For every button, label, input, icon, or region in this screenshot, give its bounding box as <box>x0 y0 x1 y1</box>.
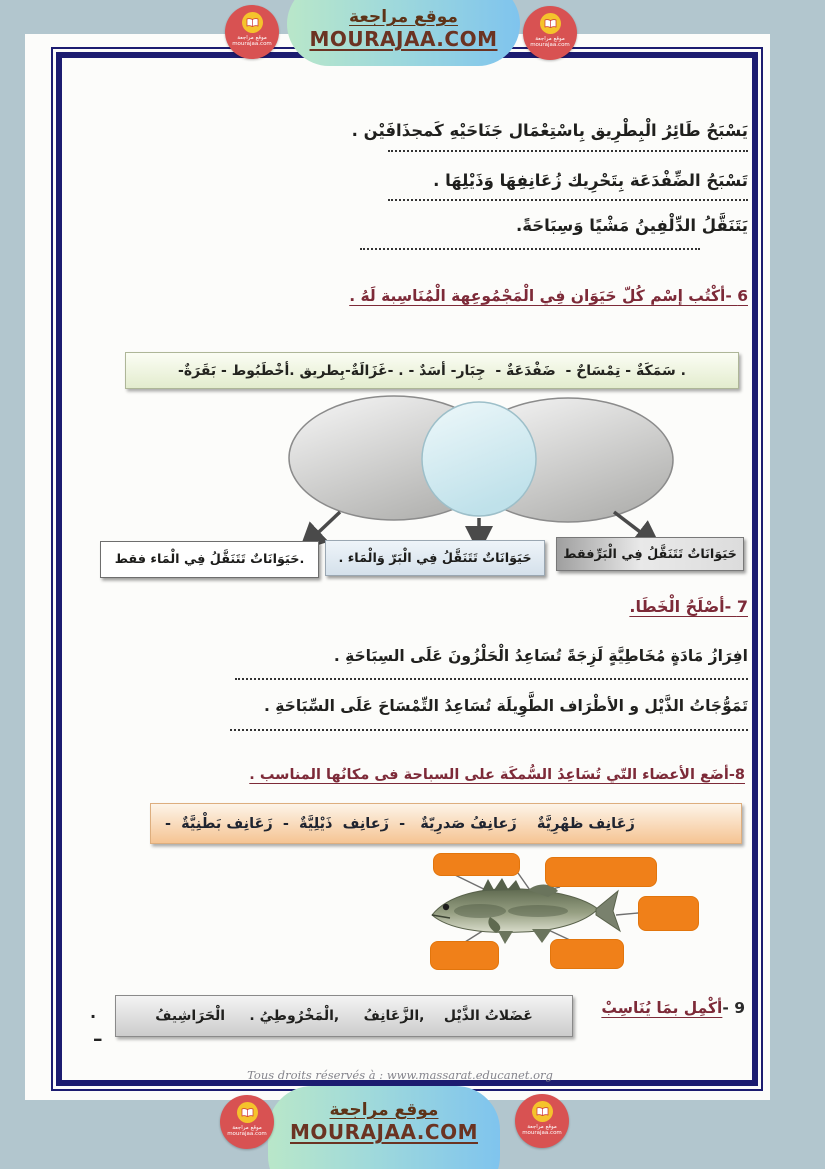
site-logo-badge <box>220 1095 274 1149</box>
question-6-heading: 6 -أكْتُب إسْم كُلّ حَيَوَان فِي الْمَجْمُوعِهة الْمُنَاسِبة لَهُ . <box>349 287 748 305</box>
statement-line: تَسْبَحُ الضِّفْدَعَة بِتَحْرِيك زُعَانِفِهَا وَذَيْلِهَا . <box>433 171 748 190</box>
fish-label-box-bottom-right <box>550 939 624 969</box>
site-logo-pill-bottom <box>268 1086 500 1169</box>
venn-intersection <box>422 402 536 516</box>
fish-label-box-top-right <box>545 857 657 887</box>
fish-pelvic-fin <box>498 931 513 944</box>
fish-label-box-bottom-left <box>430 941 499 970</box>
open-book-icon <box>237 1102 258 1123</box>
answer-dotted-line <box>230 729 748 731</box>
site-domain-link[interactable]: MOURAJAA.COM <box>309 27 498 51</box>
question-9-word-bank: عَضَلاتُ الذَّيْل ,الزَّعَانِفُ ,الْمَخْرُوطِيُ . الْحَرَاشِيفُ <box>115 995 573 1037</box>
fish-eye <box>443 904 449 910</box>
question-8-heading: 8-أضَع الأعضاء التّي تُسَاعِدُ السُّمكَة على السباحة فى مكانُها المناسب . <box>249 767 745 783</box>
footer-copyright: Tous droits réservés à : www.massarat.educanet.org <box>247 1068 553 1082</box>
site-name-arabic: موقع مراجعة <box>349 7 458 27</box>
venn-box-water-only: .حَيَوَانَاتٌ تَتَنَقَّلُ فِي الْمَاء فقط <box>100 541 319 578</box>
statement-line: يَسْبَحُ طَائِرُ الْبِطْرِيق بِاسْتِعْمَال جَنَاحَيْهِ كَمجذَافَيْن . <box>351 121 748 140</box>
venn-box-land-only: حَيَوَانَاتٌ تَتَنَقَّلُ فِي الْبَرِّفقط <box>556 537 744 571</box>
site-logo-badge <box>515 1094 569 1148</box>
fish-anal-fin <box>532 929 552 943</box>
badge-text-domain: mourajaa.com <box>530 42 570 48</box>
question-6-word-bank: . سَمَكَةٌ - تِمْسَاحٌ - ضَفْدَعَةٌ - جِبَار- أسَدٌ - . -غَزَالَةٌ-بِطريق .أخْطَبُوط - بَقَرَةٌ- <box>125 352 739 389</box>
badge-text-arabic: موقع مراجعة <box>237 35 267 41</box>
badge-text-domain: mourajaa.com <box>227 1131 267 1137</box>
answer-dotted-line <box>235 678 748 680</box>
open-book-icon <box>242 12 263 33</box>
question-9-heading <box>601 999 745 1017</box>
venn-diagram <box>278 392 688 554</box>
fish-label-box-right <box>638 896 699 931</box>
statement-line: يَتَنَقَّلُ الدِّلْفِينُ مَشْيًا وَسِبَاحَةً. <box>515 216 748 235</box>
fish-image <box>432 878 620 944</box>
badge-text-arabic: موقع مراجعة <box>232 1125 262 1131</box>
open-book-icon <box>532 1101 553 1122</box>
badge-text-domain: mourajaa.com <box>522 1130 562 1136</box>
answer-dotted-line <box>388 199 748 201</box>
statement-line: تَمَوُّجَاتُ الذَّيْل و الأطْرَاف الطَّوِيلَة تُسَاعِدُ التِّمْسَاحَ عَلَى السِّبَاحَةِ . <box>263 697 748 715</box>
statement-line: افِرَازُ مَادَةٍ مُخَاطِيَّةٍ لَزِجَةً تُسَاعِدُ الْحَلْزُونَ عَلَى السِبَاحَةِ . <box>333 647 748 665</box>
badge-text-arabic: موقع مراجعة <box>527 1124 557 1130</box>
site-domain-link[interactable]: MOURAJAA.COM <box>290 1120 478 1144</box>
site-name-arabic: موقع مراجعة <box>329 1100 439 1120</box>
stray-period: . <box>90 1003 97 1022</box>
answer-dotted-line <box>388 150 748 152</box>
badge-text-domain: mourajaa.com <box>232 41 272 47</box>
site-logo-badge <box>523 6 577 60</box>
site-logo-pill-top <box>287 0 520 66</box>
question-8-word-bank: زَعَانِف ظهْرِيَّةٌ زَعانِفُ صَدرِيّةٌ - زَعانِف ذَيْلِيَّةٌ - زَعَانِف بَطْنِيَّةٌ - <box>150 803 742 844</box>
question-9-number: 9 - <box>722 999 745 1017</box>
question-9-heading-text: أكْمِل بمَا يُنَاسِبْ <box>601 999 723 1017</box>
venn-box-land-and-water: حَيَوَانَاتٌ تَتَنَقَّلُ فِي الْبَرّ وَالْمَاء . <box>325 540 545 576</box>
badge-text-arabic: موقع مراجعة <box>535 36 565 42</box>
stray-dash: – <box>93 1028 103 1050</box>
question-7-heading: 7 -أصْلَحُ الْخَطَا. <box>629 597 748 616</box>
open-book-icon <box>540 13 561 34</box>
answer-dotted-line <box>360 248 700 250</box>
fish-tail-fin <box>596 891 620 931</box>
fish-label-box-top-left <box>433 853 520 876</box>
fish-dorsal-fin <box>482 878 521 891</box>
site-logo-badge <box>225 5 279 59</box>
